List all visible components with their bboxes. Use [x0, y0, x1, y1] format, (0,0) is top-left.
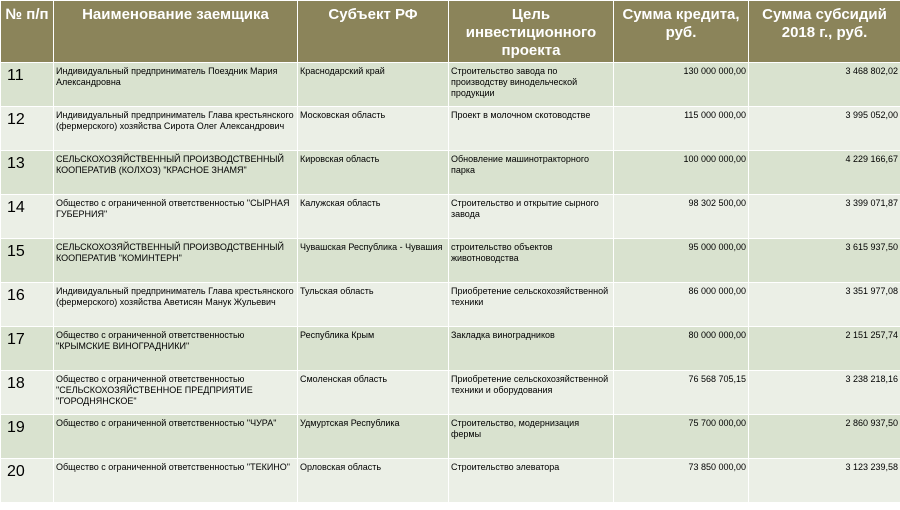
cell-credit: 73 850 000,00 [614, 459, 749, 503]
cell-goal: Закладка виноградников [449, 327, 614, 371]
cell-credit: 95 000 000,00 [614, 239, 749, 283]
cell-region: Республика Крым [298, 327, 449, 371]
header-region: Субъект РФ [298, 1, 449, 63]
table-header [1, 1, 900, 63]
cell-subsidy: 4 229 166,67 [749, 151, 900, 195]
cell-goal: Приобретение сельскохозяйственной техники и оборудования [449, 371, 614, 415]
cell-name: СЕЛЬСКОХОЗЯЙСТВЕННЫЙ ПРОИЗВОДСТВЕННЫЙ КООПЕРАТИВ (КОЛХОЗ) "КРАСНОЕ ЗНАМЯ" [54, 151, 298, 195]
cell-credit: 86 000 000,00 [614, 283, 749, 327]
cell-num: 12 [1, 107, 54, 151]
cell-goal: Строительство элеватора [449, 459, 614, 503]
header-credit: Сумма кредита, руб. [614, 1, 749, 63]
table-row [1, 283, 900, 327]
cell-goal: Проект в молочном скотоводстве [449, 107, 614, 151]
cell-credit: 80 000 000,00 [614, 327, 749, 371]
cell-goal: Строительство завода по производству винодельческой продукции [449, 63, 614, 107]
cell-name: Индивидуальный предприниматель Глава крестьянского (фермерского) хозяйства Аветисян Манук Жульевич [54, 283, 298, 327]
cell-subsidy: 3 399 071,87 [749, 195, 900, 239]
cell-subsidy: 2 860 937,50 [749, 415, 900, 459]
cell-name: Общество с ограниченной ответственностью "КРЫМСКИЕ ВИНОГРАДНИКИ" [54, 327, 298, 371]
cell-num: 13 [1, 151, 54, 195]
table-row [1, 239, 900, 283]
table-row [1, 107, 900, 151]
cell-name: Общество с ограниченной ответственностью "ТЕКИНО" [54, 459, 298, 503]
cell-region: Кировская область [298, 151, 449, 195]
cell-name: Общество с ограниченной ответственностью "СЫРНАЯ ГУБЕРНИЯ" [54, 195, 298, 239]
cell-region: Московская область [298, 107, 449, 151]
cell-region: Тульская область [298, 283, 449, 327]
cell-goal: Приобретение сельскохозяйственной техники [449, 283, 614, 327]
header-num: № п/п [1, 1, 54, 63]
table-row [1, 151, 900, 195]
cell-num: 18 [1, 371, 54, 415]
cell-num: 14 [1, 195, 54, 239]
cell-subsidy: 3 351 977,08 [749, 283, 900, 327]
header-name: Наименование заемщика [54, 1, 298, 63]
cell-name: Индивидуальный предприниматель Поездник Мария Александровна [54, 63, 298, 107]
cell-goal: Строительство, модернизация фермы [449, 415, 614, 459]
cell-credit: 130 000 000,00 [614, 63, 749, 107]
cell-name: Общество с ограниченной ответственностью "СЕЛЬСКОХОЗЯЙСТВЕННОЕ ПРЕДПРИЯТИЕ "ГОРОДНЯНСКОЕ" [54, 371, 298, 415]
cell-credit: 75 700 000,00 [614, 415, 749, 459]
cell-subsidy: 3 123 239,58 [749, 459, 900, 503]
cell-subsidy: 3 238 218,16 [749, 371, 900, 415]
cell-region: Смоленская область [298, 371, 449, 415]
cell-goal: Строительство и открытие сырного завода [449, 195, 614, 239]
cell-credit: 100 000 000,00 [614, 151, 749, 195]
table-row [1, 459, 900, 503]
cell-region: Орловская область [298, 459, 449, 503]
cell-goal: Обновление машинотракторного парка [449, 151, 614, 195]
table-row [1, 415, 900, 459]
cell-num: 20 [1, 459, 54, 503]
cell-region: Чувашская Республика - Чувашия [298, 239, 449, 283]
table-row [1, 371, 900, 415]
cell-name: Общество с ограниченной ответственностью "ЧУРА" [54, 415, 298, 459]
cell-subsidy: 2 151 257,74 [749, 327, 900, 371]
cell-credit: 115 000 000,00 [614, 107, 749, 151]
cell-name: СЕЛЬСКОХОЗЯЙСТВЕННЫЙ ПРОИЗВОДСТВЕННЫЙ КООПЕРАТИВ "КОМИНТЕРН" [54, 239, 298, 283]
cell-credit: 76 568 705,15 [614, 371, 749, 415]
cell-region: Удмуртская Республика [298, 415, 449, 459]
header-row [1, 1, 900, 63]
table-body [1, 63, 900, 503]
cell-goal: строительство объектов животноводства [449, 239, 614, 283]
cell-num: 19 [1, 415, 54, 459]
cell-subsidy: 3 995 052,00 [749, 107, 900, 151]
cell-region: Калужская область [298, 195, 449, 239]
table-row [1, 327, 900, 371]
cell-credit: 98 302 500,00 [614, 195, 749, 239]
cell-num: 17 [1, 327, 54, 371]
cell-subsidy: 3 468 802,02 [749, 63, 900, 107]
cell-name: Индивидуальный предприниматель Глава крестьянского (фермерского) хозяйства Сирота Олег Александрович [54, 107, 298, 151]
table-row [1, 63, 900, 107]
cell-subsidy: 3 615 937,50 [749, 239, 900, 283]
cell-num: 16 [1, 283, 54, 327]
cell-region: Краснодарский край [298, 63, 449, 107]
header-subsidy: Сумма субсидий 2018 г., руб. [749, 1, 900, 63]
cell-num: 15 [1, 239, 54, 283]
cell-num: 11 [1, 63, 54, 107]
table-row [1, 195, 900, 239]
header-goal: Цель инвестиционного проекта [449, 1, 614, 63]
